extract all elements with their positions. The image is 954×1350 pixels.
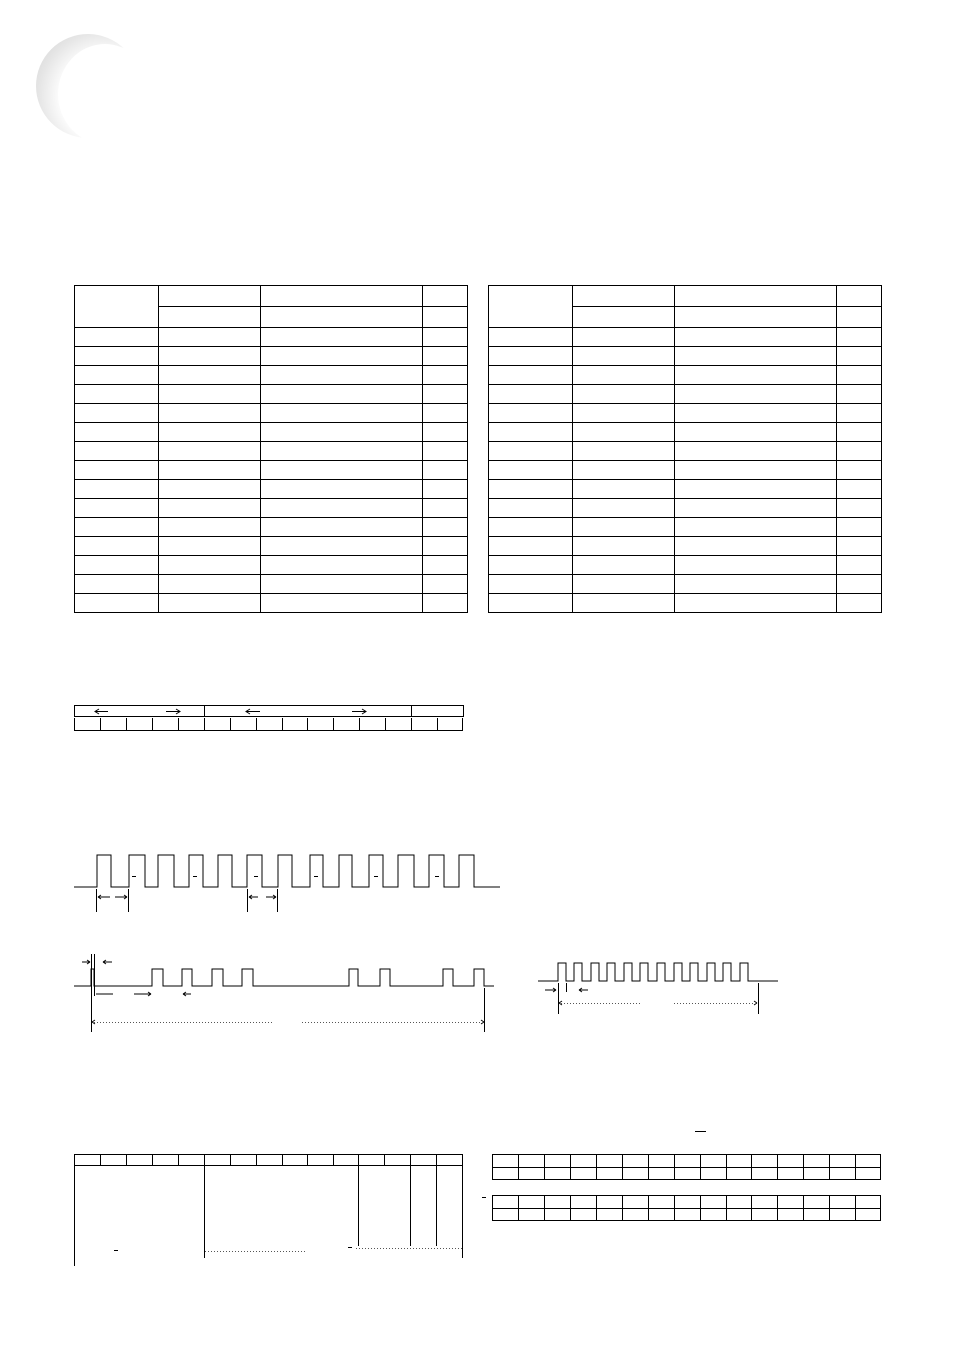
bit-dividers <box>101 718 438 731</box>
bottom-frame-header <box>75 1155 463 1166</box>
waveform-pulse-train <box>74 855 500 887</box>
grid-dividers <box>519 1155 856 1221</box>
bottom-frame-dividers <box>101 1155 437 1258</box>
waveform-frame <box>74 969 494 986</box>
dotted-spans <box>94 1004 755 1252</box>
waveform-dense <box>538 963 778 981</box>
